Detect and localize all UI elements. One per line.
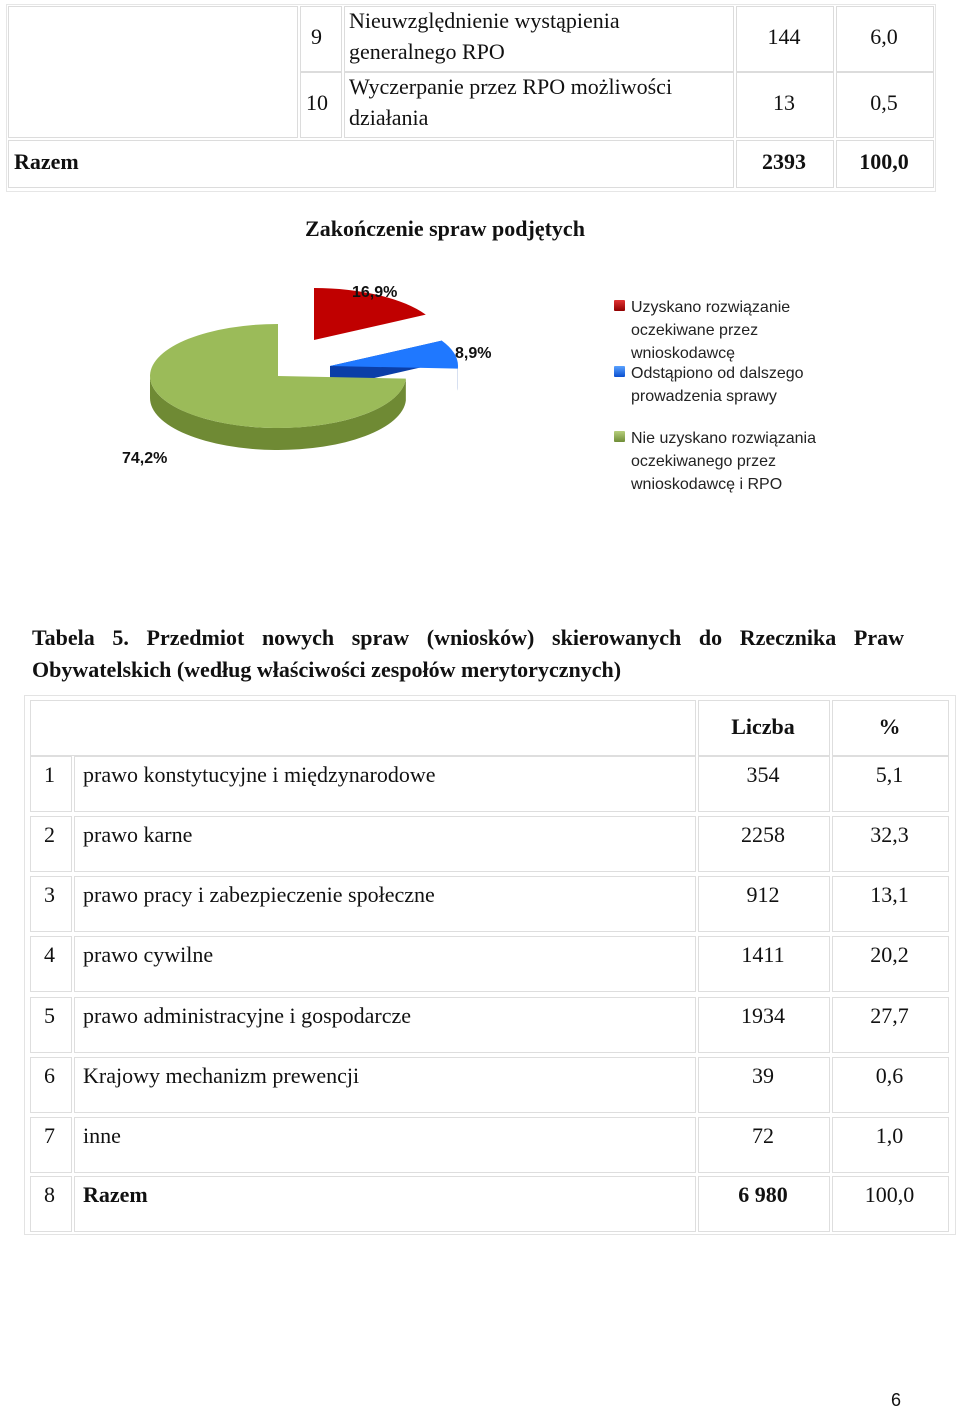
row-1-number: 1 <box>44 762 55 787</box>
row-1-count: 354 <box>746 762 780 787</box>
legend-text-1-line-1: Uzyskano rozwiązanie <box>631 299 791 316</box>
legend-item-2 <box>614 362 844 408</box>
row-8-label-cell <box>74 1176 696 1232</box>
legend-text-3-line-3: wnioskodawcę i RPO <box>631 476 783 493</box>
total-count: 2393 <box>762 149 806 174</box>
row-8-number: 8 <box>44 1182 55 1207</box>
row-3-count: 912 <box>746 882 780 907</box>
legend-text-1-line-3: wnioskodawcę <box>631 345 736 362</box>
header-blank-cell <box>30 700 696 756</box>
row-2-percent: 32,3 <box>870 822 909 847</box>
row-4-count: 1411 <box>741 942 785 967</box>
row-4-label: prawo cywilne <box>83 942 214 967</box>
header-count: Liczba <box>731 714 795 739</box>
row-10-percent: 0,5 <box>870 90 898 115</box>
row-10-count: 13 <box>773 90 795 115</box>
total-label: Razem <box>14 149 79 174</box>
row-10-text-line-1: Wyczerpanie przez RPO możliwości <box>349 74 673 99</box>
row-9-percent: 6,0 <box>870 24 898 49</box>
row-9-count: 144 <box>767 24 801 49</box>
legend-text-3-line-2: oczekiwanego przez <box>631 453 776 470</box>
table-caption: Tabela 5. Przedmiot nowych spraw (wniosków) skierowanych do Rzecznika Praw Obywatelskich (według właściwości zespołów merytorycznych) <box>32 625 904 682</box>
row-7-number: 7 <box>44 1123 55 1148</box>
row-4-percent: 20,2 <box>870 942 909 967</box>
row-10-number: 10 <box>306 90 328 115</box>
row-9-number: 9 <box>311 24 322 49</box>
total-percent: 100,0 <box>859 149 909 174</box>
row-10-text-line-2: działania <box>349 105 429 130</box>
row-5-count: 1934 <box>741 1003 785 1028</box>
row-7-count: 72 <box>752 1123 774 1148</box>
row-7-percent: 1,0 <box>875 1123 904 1148</box>
data-label-slice-2: 8,9% <box>455 345 492 362</box>
legend-text-2-line-2: prowadzenia sprawy <box>631 388 777 405</box>
row-1-percent: 5,1 <box>875 762 904 787</box>
row-3-number: 3 <box>44 882 55 907</box>
legend-swatch-blue <box>614 366 625 377</box>
page-number: 6 <box>891 1390 902 1410</box>
row-3-percent: 13,1 <box>870 882 909 907</box>
row-6-number: 6 <box>44 1063 55 1088</box>
row-7-label-cell <box>74 1117 696 1173</box>
row-6-percent: 0,6 <box>875 1063 904 1088</box>
row-2-count: 2258 <box>741 822 785 847</box>
header-percent: % <box>878 714 901 739</box>
row-5-number: 5 <box>44 1003 55 1028</box>
data-label-slice-1: 16,9% <box>352 284 398 301</box>
chart-title: Zakończenie spraw podjętych <box>305 216 585 241</box>
row-2-label: prawo karne <box>83 822 193 847</box>
pie-chart <box>0 0 600 560</box>
row-8-label: Razem <box>83 1182 148 1207</box>
row-8-percent: 100,0 <box>864 1182 915 1207</box>
legend-text-1-line-2: oczekiwane przez <box>631 322 759 339</box>
legend-swatch-red <box>614 300 625 311</box>
row-8-count: 6 980 <box>738 1182 788 1207</box>
legend-item-3 <box>614 427 844 496</box>
row-9-text-line-2: generalnego RPO <box>349 39 505 64</box>
data-label-slice-3: 74,2% <box>122 450 168 467</box>
row-5-label: prawo administracyjne i gospodarcze <box>83 1003 412 1028</box>
legend-text-3-line-1: Nie uzyskano rozwiązania <box>631 430 816 447</box>
row-2-number: 2 <box>44 822 55 847</box>
pie-slices <box>150 288 458 428</box>
row-6-count: 39 <box>752 1063 774 1088</box>
legend-swatch-green <box>614 431 625 442</box>
legend-text-2-line-1: Odstąpiono od dalszego <box>631 365 804 382</box>
row-3-label: prawo pracy i zabezpieczenie społeczne <box>83 882 435 907</box>
row-6-label: Krajowy mechanizm prewencji <box>83 1063 360 1088</box>
row-7-label: inne <box>83 1123 121 1148</box>
row-9-text-line-1: Nieuwzględnienie wystąpienia <box>349 8 620 33</box>
legend-item-1 <box>614 296 844 365</box>
row-1-label: prawo konstytucyjne i międzynarodowe <box>83 762 436 787</box>
row-4-number: 4 <box>44 942 55 967</box>
row-5-percent: 27,7 <box>870 1003 909 1028</box>
pie-slice-odstapiono <box>330 341 458 369</box>
table-5 <box>24 695 956 1235</box>
